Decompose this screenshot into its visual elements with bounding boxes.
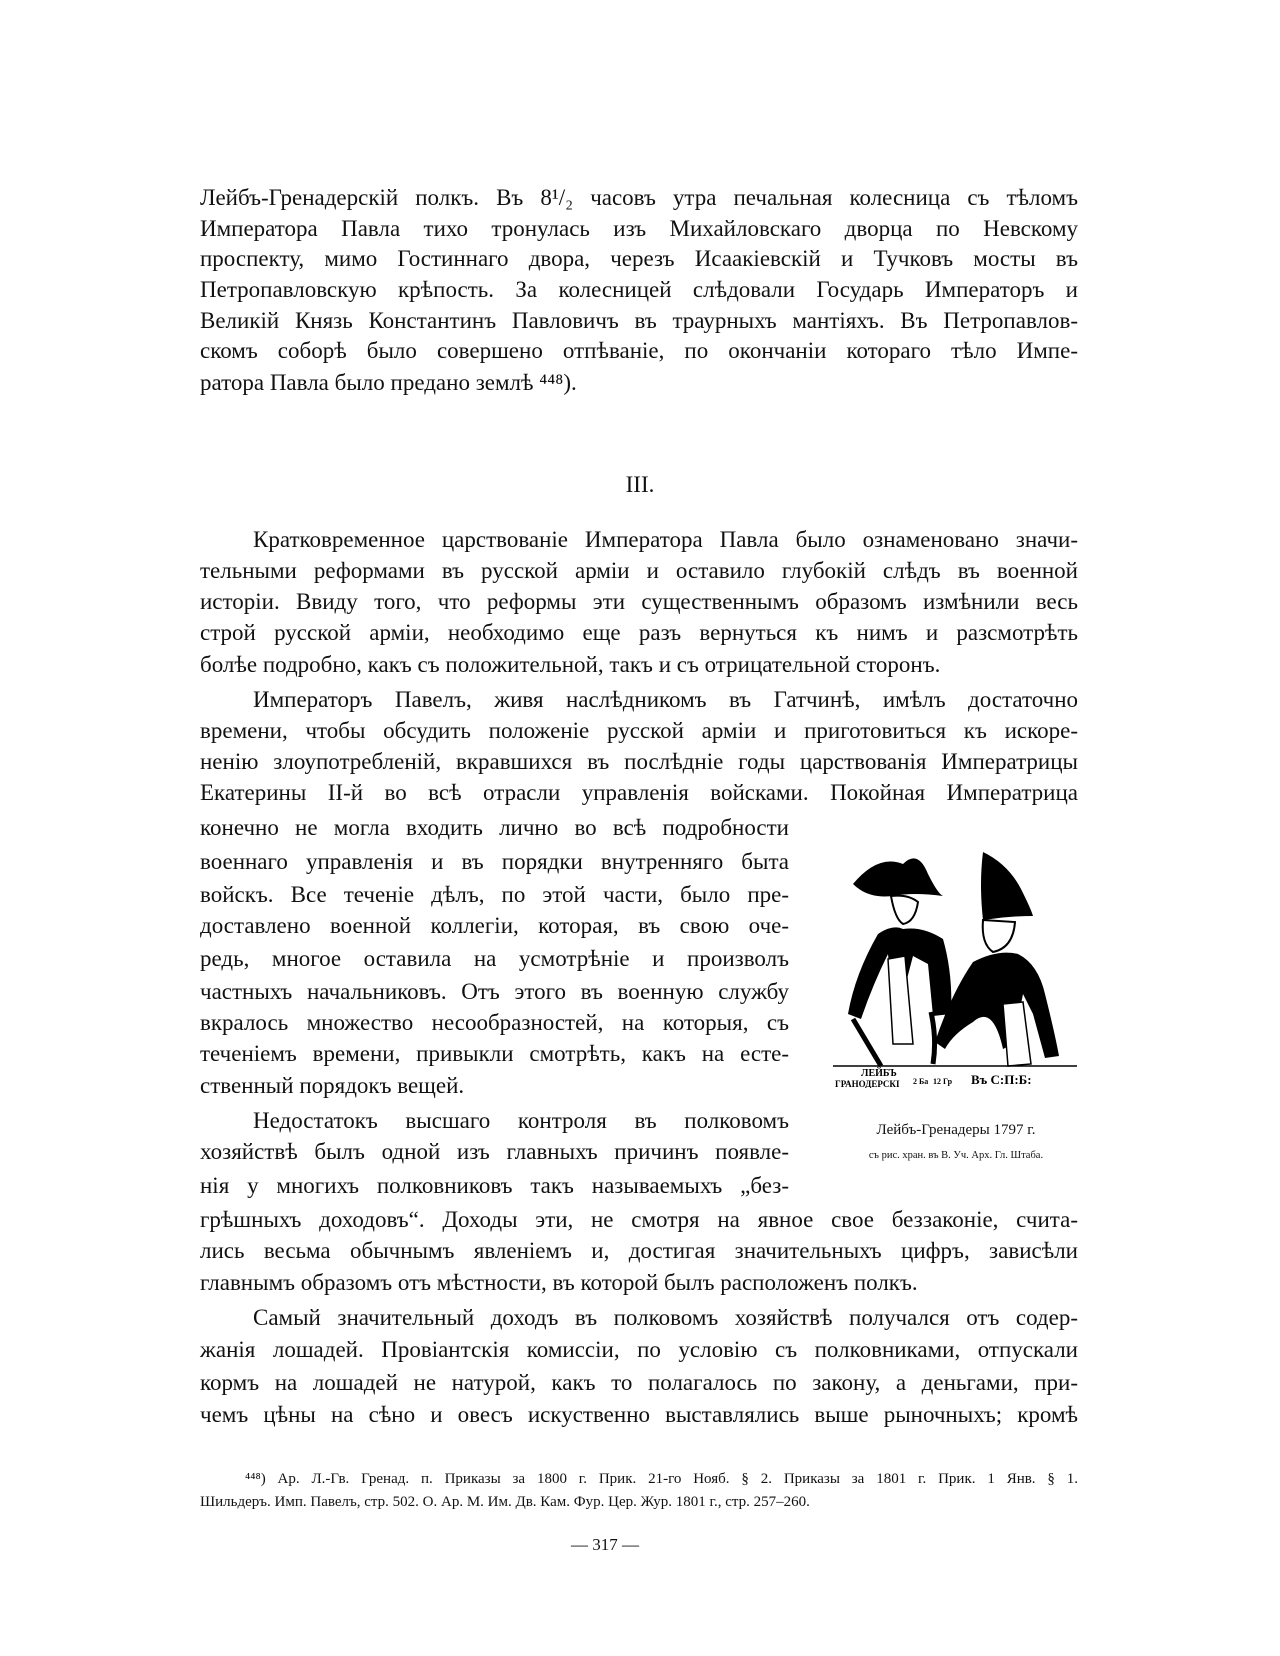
text-line: Недостатокъ высшаго контроля въ полковомъ [253,1108,789,1133]
text-line: Самый значительный доходъ въ полковомъ хозяйствѣ получался отъ содер- [253,1305,1078,1330]
right-grenadier-figure [935,852,1059,1066]
footnote-line: ⁴⁴⁸) Ар. Л.-Гв. Гренад. п. Приказы за 1800 г. Прик. 21-го Нояб. § 2. Приказы за 1801 г. Прик. 1 Янв. § 1. [245,1471,1078,1487]
text-line: вкралось множество несообразностей, на которыя, съ [200,1010,789,1035]
grenadiers-illustration [833,844,1077,1088]
illustration-label-bar [833,1066,1077,1088]
text-line: доставлено военной коллегіи, которая, въ свою оче- [200,913,789,938]
text-line: войскъ. Все теченіе дѣлъ, по этой части, было пре- [200,882,789,907]
text-line: нія у многихъ полковниковъ такъ называемыхъ „без- [200,1173,789,1198]
text-line: Лейбъ-Гренадерскій полкъ. Въ 8¹/₂ часовъ утра печальная колесница съ тѣломъ [200,185,1078,210]
text-line: грѣшныхъ доходовъ“. Доходы эти, не смотря на явное свое беззаконіе, счита- [200,1207,1078,1232]
text-line: кормъ на лошадей не натурой, какъ то полагалось по закону, а деньгами, при- [200,1370,1078,1395]
figure-caption: Лейбъ-Гренадеры 1797 г. [876,1122,1036,1138]
text-line: Екатерины II-й во всѣ отрасли управленія войсками. Покойная Императрица [200,780,1078,805]
text-line: лись весьма обычнымъ явленіемъ и, достигая значительныхъ цифръ, зависѣли [200,1238,1078,1263]
text-line: Кратковременное царствованіе Императора Павла было ознаменовано значи- [253,527,1078,552]
left-grenadier-figure [848,858,951,1066]
page-number: — 317 — [571,1535,639,1554]
lettering-regiment-2: ГРАНОДЕРСКІ [835,1079,900,1088]
text-line: частныхъ начальниковъ. Отъ этого въ военную службу [200,979,789,1004]
lettering-regiment: ЛЕЙБЪ [861,1068,897,1079]
text-line: ненію злоупотребленій, вкравшихся въ послѣдніе годы царствованія Императрицы [200,749,1078,774]
lettering-city: Въ С:П:Б: [971,1072,1032,1087]
text-line: военнаго управленія и въ порядки внутренняго быта [200,849,789,874]
text-line: главнымъ образомъ отъ мѣстности, въ которой былъ расположенъ полкъ. [200,1270,918,1295]
text-line: ственный порядокъ вещей. [200,1073,465,1098]
footnote-line: Шильдеръ. Имп. Павелъ, стр. 502. О. Ар. М. Им. Дв. Кам. Фур. Цер. Жур. 1801 г., стр. 257–260. [200,1494,810,1510]
text-line: Императора Павла тихо тронулась изъ Михайловскаго дворца по Невскому [200,216,1078,241]
text-line: хозяйствѣ былъ одной изъ главныхъ причинъ появле- [200,1139,789,1164]
text-line: времени, чтобы обсудить положеніе русской арміи и приготовиться къ искоре- [200,718,1078,743]
text-line: ратора Павла было предано землѣ ⁴⁴⁸). [200,370,577,395]
text-line: болѣе подробно, какъ съ положительной, такъ и съ отрицательной сторонъ. [200,652,941,677]
section-heading: III. [625,472,655,497]
text-line: тельными реформами въ русской арміи и оставило глубокій слѣдъ въ военной [200,558,1078,583]
text-line: жанія лошадей. Провіантскія комиссіи, по условію съ полковниками, отпускали [200,1337,1078,1362]
text-line: чемъ цѣны на сѣно и овесъ искуственно выставлялись выше рыночныхъ; кромѣ [200,1402,1078,1427]
text-line: Императоръ Павелъ, живя наслѣдникомъ въ Гатчинѣ, имѣлъ достаточно [253,687,1078,712]
lettering-battalion: 2 Ба [913,1077,929,1086]
text-line: редь, многое оставила на усмотрѣніе и произволъ [200,946,789,971]
text-line: теченіемъ времени, привыкли смотрѣть, какъ на есте- [200,1041,789,1066]
text-line: конечно не могла входить лично во всѣ подробности [200,815,789,840]
figure-source: съ рис. хран. въ В. Уч. Арх. Гл. Штаба. [868,1150,1044,1161]
text-line: строй русской арміи, необходимо еще разъ вернуться къ нимъ и разсмотрѣть [200,620,1078,645]
text-line: проспекту, мимо Гостиннаго двора, черезъ Исаакіевскій и Тучковъ мосты въ [200,246,1078,271]
text-line: скомъ соборѣ было совершено отпѣваніе, по окончаніи котораго тѣло Импе- [200,338,1078,363]
lettering-grenadier: 12 Гр [933,1077,953,1086]
text-line: Петропавловскую крѣпость. За колесницей слѣдовали Государь Императоръ и [200,277,1078,302]
text-line: исторіи. Ввиду того, что реформы эти существеннымъ образомъ измѣнили весь [200,589,1078,614]
text-line: Великій Князь Константинъ Павловичъ въ траурныхъ мантіяхъ. Въ Петропавлов- [200,308,1078,333]
